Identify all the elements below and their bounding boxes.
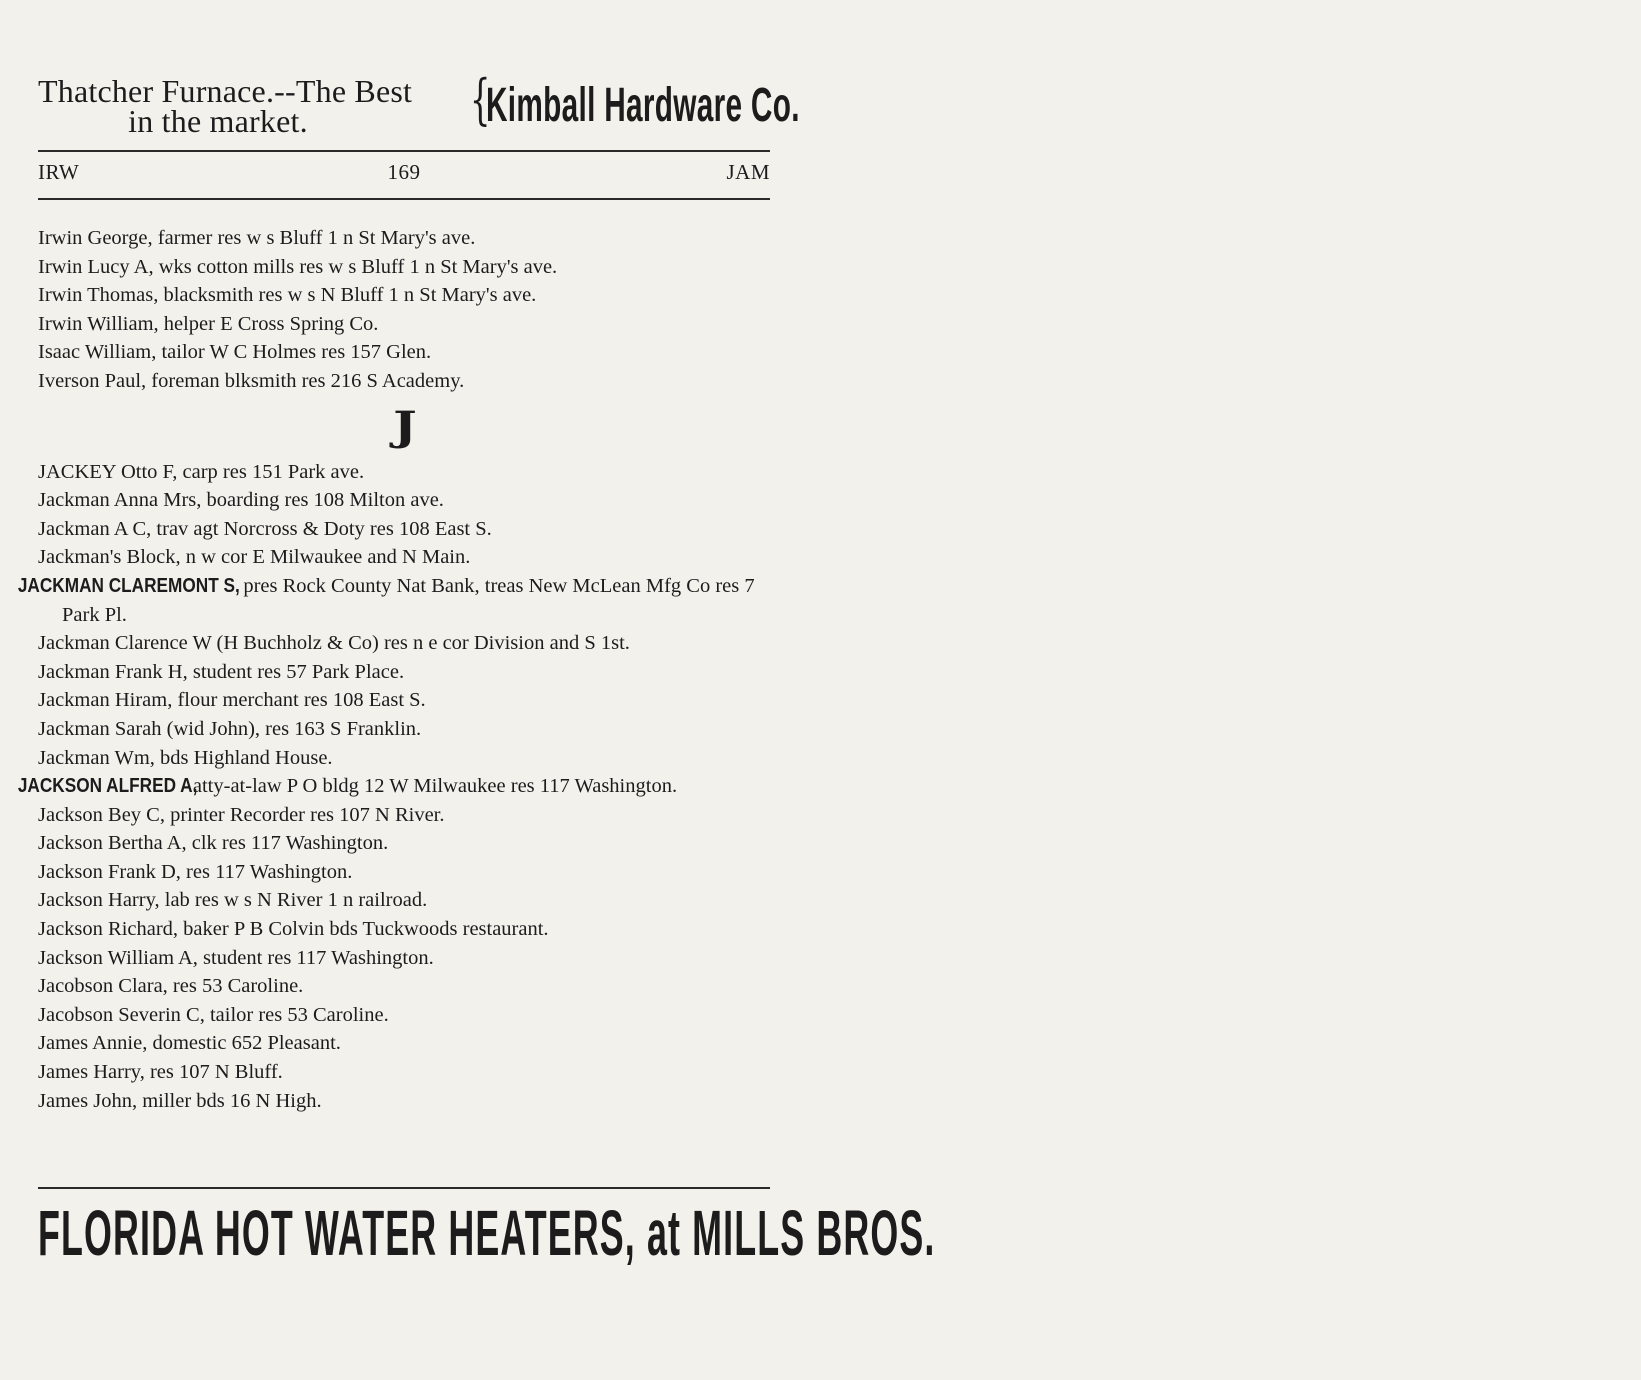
directory-entry [38,1087,772,1116]
entry-text: JACKEY Otto F, carp res 151 Park ave. [38,460,365,483]
directory-entry [38,1001,772,1030]
directory-entry [38,658,772,687]
directory-entry [38,801,772,830]
directory-entry [38,458,772,487]
header-rule-bottom [38,198,770,200]
directory-entry [38,972,772,1001]
running-head-left: IRW [38,160,80,184]
footer-advertisement [38,1197,936,1269]
thatcher-ad-line-1: Thatcher Furnace.--The Best [38,73,413,109]
header-rule-top [38,150,770,152]
entry-text: Jackman Sarah (wid John), res 163 S Franklin. [38,717,422,740]
entry-text: Jackman Frank H, student res 57 Park Place. [38,660,405,683]
directory-entry [38,543,772,572]
directory-entry [17,772,772,801]
directory-entry [38,515,772,544]
section-letter: J [393,402,417,450]
directory-entry [38,1058,772,1087]
directory-entry [38,1029,772,1058]
kimball-hardware-ad: Kimball Hardware Co. [486,79,800,132]
directory-entry [17,572,772,629]
brace-divider: { [469,68,491,131]
directory-entry [38,629,772,658]
running-head-right: JAM [726,160,770,184]
entry-text: Jackson Bey C, printer Recorder res 107 N River. [38,803,445,826]
directory-entry [38,486,772,515]
directory-entry: Irwin William, helper E Cross Spring Co. [38,312,379,335]
directory-entry [38,886,772,915]
entry-text: Jackman Anna Mrs, boarding res 108 Milton ave. [38,489,444,512]
header-advertisement [38,68,800,140]
entry-text: pres Rock County Nat Bank, treas New McLean Mfg Co res 7 Park Pl. [62,574,755,626]
entry-text: Jacobson Clara, res 53 Caroline. [38,975,304,998]
entry-text: James Harry, res 107 N Bluff. [38,1061,283,1084]
entry-bold-name: JACKMAN CLAREMONT S, [17,573,240,597]
entry-text: Jackson Bertha A, clk res 117 Washington. [38,832,389,855]
directory-entry: Iverson Paul, foreman blksmith res 216 S Academy. [38,369,465,392]
thatcher-furnace-ad [38,73,468,139]
mills-bros-ad: FLORIDA HOT WATER HEATERS, at MILLS BROS. [38,1197,936,1269]
directory-entry [38,715,772,744]
directory-entry: Irwin Lucy A, wks cotton mills res w s Bluff 1 n St Mary's ave. [38,255,558,278]
entry-text: Jackman Clarence W (H Buchholz & Co) res n e cor Division and S 1st. [38,632,630,655]
entry-text: Jackman Wm, bds Highland House. [38,746,333,769]
entry-text: Jackson Harry, lab res w s N River 1 n railroad. [38,889,428,912]
running-head [38,160,770,190]
directory-entry [38,829,772,858]
thatcher-ad-line-2: in the market. [128,103,308,139]
directory-entry [38,744,772,773]
directory-entry [38,915,772,944]
entry-text: Jackson Richard, baker P B Colvin bds Tuckwoods restaurant. [38,918,549,941]
entry-text: Jackman A C, trav agt Norcross & Doty res 108 East S. [38,517,492,540]
directory-entry: Isaac William, tailor W C Holmes res 157 Glen. [38,341,432,364]
entry-text: atty-at-law P O bldg 12 W Milwaukee res 117 Washington. [187,775,678,798]
directory-entry [38,858,772,887]
directory-entry: Irwin George, farmer res w s Bluff 1 n St Mary's ave. [38,227,476,249]
directory-entry [38,686,772,715]
entry-text: Jackman's Block, n w cor E Milwaukee and N Main. [38,546,471,569]
entry-text: Jackson Frank D, res 117 Washington. [38,860,353,883]
entry-text: Jackman Hiram, flour merchant res 108 East S. [38,689,426,712]
entry-text: Jacobson Severin C, tailor res 53 Caroline. [38,1003,389,1026]
entry-text: Jackson William A, student res 117 Washington. [38,946,434,969]
entry-text: James John, miller bds 16 N High. [38,1089,322,1112]
directory-entry: Irwin Thomas, blacksmith res w s N Bluff 1 n St Mary's ave. [38,284,537,307]
page-number: 169 [387,160,421,184]
directory-entries [17,224,772,1115]
entry-text: James Annie, domestic 652 Pleasant. [38,1032,341,1055]
footer-rule [38,1187,770,1189]
directory-entry [38,944,772,973]
entry-bold-name: JACKSON ALFRED A, [17,774,198,798]
